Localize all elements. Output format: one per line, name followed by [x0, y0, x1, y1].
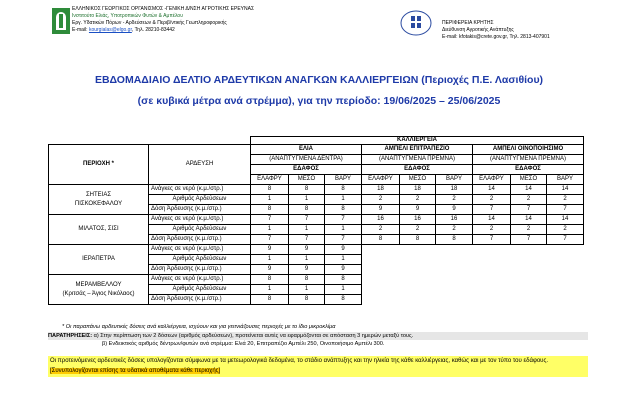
value-cell: 14 — [547, 215, 584, 225]
crop-olive-name: ΕΛΙΑ — [251, 145, 362, 155]
value-cell: 2 — [473, 225, 511, 235]
value-cell: 7 — [511, 235, 547, 245]
table-row — [49, 215, 584, 225]
value-cell: 8 — [251, 275, 289, 285]
region-cell — [49, 215, 149, 245]
footnote: * Οι παραπάνω αρδευτικές δόσεις ανά καλλιέργεια, ισχύουν και για γειτνιάζουσες περιοχές με το ίδιο μικροκλίμα — [62, 324, 336, 330]
header-left-line: Εργ. Υδατικών Πόρων - Αρδεύσεων & Περιβ/ντικής Γεωπληροφορικής — [72, 20, 227, 26]
value-cell: 14 — [547, 185, 584, 195]
col-irrigation-header: ΑΡΔΕΥΣΗ — [149, 145, 251, 185]
page-subtitle: (σε κυβικά μέτρα ανά στρέμμα), για την περίοδο: 19/06/2025 – 25/06/2025 — [137, 95, 501, 107]
row-label: Ανάγκες σε νερό (κ.μ./στρ.) — [149, 215, 251, 225]
value-cell: 2 — [547, 195, 584, 205]
header-left — [72, 6, 372, 56]
crop-wine-grape-name: ΑΜΠΕΛΙ ΟΙΝΟΠΟΙΗΣΙΜΟ — [473, 145, 584, 155]
crop-table-grape-sub: (ΑΝΑΠΤΥΓΜΕΝΑ ΠΡΕΜΝΑ) — [362, 155, 473, 165]
value-cell: 9 — [362, 205, 400, 215]
soil-medium: ΜΕΣΟ — [400, 175, 436, 185]
value-cell: 7 — [473, 235, 511, 245]
row-label: Ανάγκες σε νερό (κ.μ./στρ.) — [149, 275, 251, 285]
value-cell: 14 — [473, 185, 511, 195]
value-cell: 2 — [473, 195, 511, 205]
soil-label: ΕΔΑΦΟΣ — [473, 165, 584, 175]
value-cell: 1 — [251, 225, 289, 235]
note-row — [48, 332, 588, 340]
value-cell: 8 — [289, 295, 325, 305]
value-cell: 9 — [289, 265, 325, 275]
contact-prefix: E-mail: — [72, 27, 89, 33]
row-label: Αριθμός Αρδεύσεων — [149, 255, 251, 265]
value-cell: 16 — [436, 215, 473, 225]
value-cell: 1 — [251, 195, 289, 205]
header-left-contact — [72, 27, 372, 34]
value-cell: 7 — [325, 235, 362, 245]
value-cell: 1 — [251, 285, 289, 295]
value-cell: 2 — [436, 195, 473, 205]
note-b: β) Ενδεικτικός αριθμός δέντρων/φυτών ανά στρέμμα: Ελιά 20, Επιτραπέζιο Αμπέλι 250, Οινοποιήσιμο Αμπέλι 300. — [102, 341, 385, 347]
conclusion-bracket: [Συνυπολογίζονται επίσης τα υδατικά αποθέματα κάθε περιοχής] — [50, 368, 221, 374]
value-cell: 1 — [289, 285, 325, 295]
greek-emblem-icon — [400, 10, 432, 36]
value-cell: 2 — [511, 195, 547, 205]
value-cell: 8 — [251, 295, 289, 305]
notes — [48, 332, 588, 348]
value-cell: 8 — [325, 295, 362, 305]
row-label: Αριθμός Αρδεύσεων — [149, 285, 251, 295]
soil-medium: ΜΕΣΟ — [511, 175, 547, 185]
value-cell: 8 — [289, 205, 325, 215]
region-cell — [49, 245, 149, 275]
value-cell: 9 — [251, 265, 289, 275]
value-cell: 7 — [511, 205, 547, 215]
value-cell: 9 — [325, 245, 362, 255]
value-cell: 14 — [511, 215, 547, 225]
value-cell: 1 — [289, 255, 325, 265]
value-cell: 1 — [251, 255, 289, 265]
value-cell: 2 — [400, 225, 436, 235]
header-left-line: Ινστιτούτο Ελιάς, Υποτροπικών Φυτών & Αμπέλου — [72, 13, 183, 19]
elgo-logo — [52, 8, 70, 34]
value-cell: 1 — [325, 255, 362, 265]
value-cell: 1 — [325, 285, 362, 295]
value-cell: 7 — [289, 215, 325, 225]
email-link[interactable]: kourgialas@elgo.gr — [88, 27, 132, 33]
soil-light: ΕΛΑΦΡΥ — [473, 175, 511, 185]
value-cell: 8 — [251, 185, 289, 195]
value-cell: 2 — [400, 195, 436, 205]
region-name-line: ΠΙΣΚΟΚΕΦΑΛΟΥ — [74, 200, 123, 207]
soil-label: ΕΔΑΦΟΣ — [251, 165, 362, 175]
header-right-line: ΠΕΡΙΦΕΡΕΙΑ ΚΡΗΤΗΣ — [442, 20, 494, 26]
row-label: Δόση Άρδευσης (κ.μ./στρ.) — [149, 235, 251, 245]
value-cell: 2 — [362, 195, 400, 205]
region-cell — [49, 275, 149, 305]
value-cell: 8 — [289, 185, 325, 195]
value-cell: 7 — [473, 205, 511, 215]
table-row — [49, 245, 584, 255]
note-a: α) Στην περίπτωση των 2 δόσεων (αριθμός αρδεύσεων), προτείνεται αυτές να εφαρμόζονται σε απόσταση 3 ημερών μεταξύ τους. — [93, 333, 414, 339]
value-cell: 7 — [289, 235, 325, 245]
contact-suffix: , Τηλ. 28210-83442 — [131, 27, 175, 33]
value-cell: 2 — [511, 225, 547, 235]
value-cell: 2 — [436, 225, 473, 235]
col-region-header: ΠΕΡΙΟΧΗ * — [49, 145, 149, 185]
note-row — [48, 340, 588, 348]
value-cell: 1 — [289, 225, 325, 235]
value-cell: 8 — [436, 235, 473, 245]
region-name-line: ΣΗΤΕΙΑΣ — [85, 191, 112, 198]
region-name-line: (Κριτσάς – Άγιος Νικόλαος) — [62, 290, 135, 297]
crop-wine-grape-sub: (ΑΝΑΠΤΥΓΜΕΝΑ ΠΡΕΜΝΑ) — [473, 155, 584, 165]
region-name-line: ΜΙΛΑΤΟΣ, ΣΙΣΙ — [78, 226, 119, 232]
value-cell: 2 — [362, 225, 400, 235]
value-cell: 8 — [325, 185, 362, 195]
value-cell: 16 — [400, 215, 436, 225]
value-cell: 8 — [362, 235, 400, 245]
soil-light: ΕΛΑΦΡΥ — [362, 175, 400, 185]
row-label: Δόση Άρδευσης (κ.μ./στρ.) — [149, 265, 251, 275]
table-row — [49, 185, 584, 195]
region-name-line: ΙΕΡΑΠΕΤΡΑ — [82, 256, 115, 262]
row-label: Ανάγκες σε νερό (κ.μ./στρ.) — [149, 185, 251, 195]
value-cell: 1 — [325, 195, 362, 205]
row-label: Αριθμός Αρδεύσεων — [149, 195, 251, 205]
soil-light: ΕΛΑΦΡΥ — [251, 175, 289, 185]
value-cell: 9 — [325, 265, 362, 275]
value-cell: 7 — [325, 215, 362, 225]
value-cell: 18 — [400, 185, 436, 195]
soil-heavy: ΒΑΡΥ — [325, 175, 362, 185]
region-name-line: ΜΕΡΑΜΒΕΛΛΟΥ — [75, 281, 122, 288]
header-right — [442, 20, 632, 41]
value-cell: 16 — [362, 215, 400, 225]
value-cell: 8 — [251, 205, 289, 215]
soil-heavy: ΒΑΡΥ — [436, 175, 473, 185]
value-cell: 8 — [400, 235, 436, 245]
value-cell: 8 — [325, 205, 362, 215]
value-cell: 7 — [251, 235, 289, 245]
region-cell — [49, 185, 149, 215]
value-cell: 2 — [547, 225, 584, 235]
header-left-line: ΕΛΛΗΝΙΚΟΣ ΓΕΩΡΓΙΚΟΣ ΟΡΓΑΝΙΣΜΟΣ -ΓΕΝΙΚΗ Δ/ΝΣΗ ΑΓΡΟΤΙΚΗΣ ΕΡΕΥΝΑΣ — [72, 6, 255, 12]
crop-olive-sub: (ΑΝΑΠΤΥΓΜΕΝΑ ΔΕΝΤΡΑ) — [251, 155, 362, 165]
header-right-line: Διεύθυνση Αγροτικής Ανάπτυξης — [442, 27, 514, 33]
value-cell: 14 — [473, 215, 511, 225]
value-cell: 18 — [362, 185, 400, 195]
page-title: ΕΒΔΟΜΑΔΙΑΙΟ ΔΕΛΤΙΟ ΑΡΔΕΥΤΙΚΩΝ ΑΝΑΓΚΩΝ ΚΑΛΛΙΕΡΓΕΙΩΝ (Περιοχές Π.Ε. Λασιθίου) — [94, 74, 544, 86]
value-cell: 7 — [547, 235, 584, 245]
row-label: Αριθμός Αρδεύσεων — [149, 225, 251, 235]
value-cell: 14 — [511, 185, 547, 195]
notes-label: ΠΑΡΑΤΗΡΗΣΕΙΣ: — [48, 333, 93, 339]
value-cell: 1 — [325, 225, 362, 235]
row-label: Δόση Άρδευσης (κ.μ./στρ.) — [149, 205, 251, 215]
value-cell: 18 — [436, 185, 473, 195]
irrigation-table — [48, 136, 584, 305]
value-cell: 9 — [436, 205, 473, 215]
soil-label: ΕΔΑΦΟΣ — [362, 165, 473, 175]
value-cell: 1 — [289, 195, 325, 205]
header-right-line: E-mail: kfotakis@crete.gov.gr, Τηλ. 2813-407901 — [442, 34, 550, 40]
value-cell: 8 — [289, 275, 325, 285]
row-label: Ανάγκες σε νερό (κ.μ./στρ.) — [149, 245, 251, 255]
conclusion-box — [48, 356, 588, 377]
soil-medium: ΜΕΣΟ — [289, 175, 325, 185]
conclusion-text: Οι προτεινόμενες αρδευτικές δόσεις υπολογίζονται σύμφωνα με τα μετεωρολογικά δεδομένα, το στάδιο ανάπτυξης και την ηλικία της κάθε καλλιέργειας, καθώς και με τον τύπο του εδάφους. — [50, 358, 549, 364]
value-cell: 9 — [289, 245, 325, 255]
value-cell: 9 — [251, 245, 289, 255]
value-cell: 8 — [325, 275, 362, 285]
soil-heavy: ΒΑΡΥ — [547, 175, 584, 185]
value-cell: 7 — [251, 215, 289, 225]
crops-header: ΚΑΛΛΙΕΡΓΕΙΑ — [251, 137, 584, 145]
value-cell: 9 — [400, 205, 436, 215]
value-cell: 7 — [547, 205, 584, 215]
crop-table-grape-name: ΑΜΠΕΛΙ ΕΠΙΤΡΑΠΕΖΙΟ — [362, 145, 473, 155]
row-label: Δόση Άρδευσης (κ.μ./στρ.) — [149, 295, 251, 305]
